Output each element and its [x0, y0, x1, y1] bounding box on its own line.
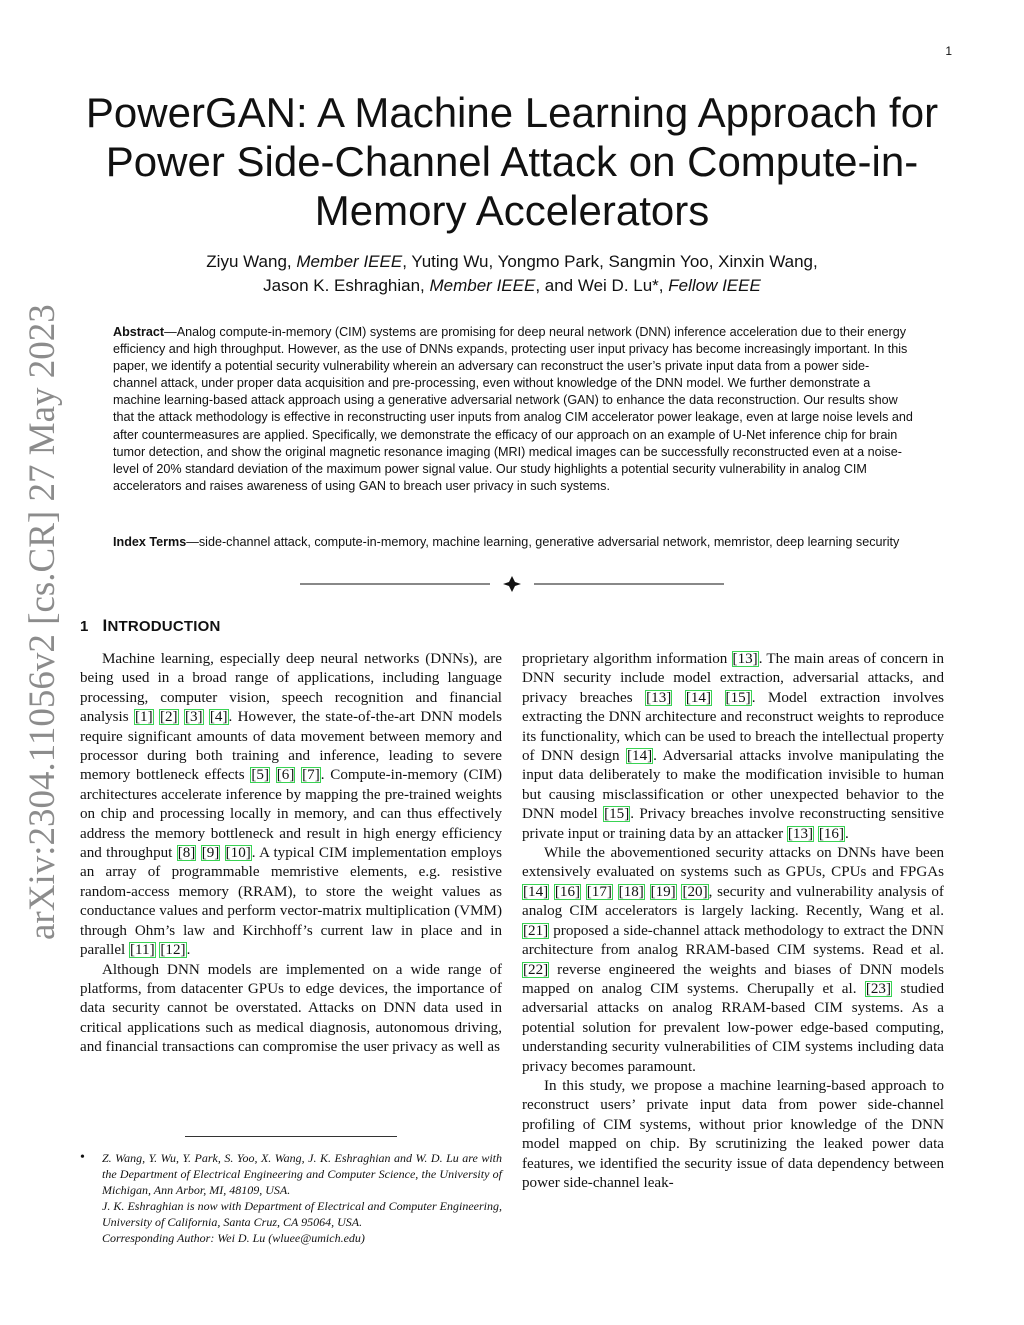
citation-link[interactable]: [14] — [685, 689, 711, 706]
citation-link[interactable]: [3] — [184, 709, 203, 726]
citation-link[interactable]: [2] — [159, 709, 178, 726]
paper-title: PowerGAN: A Machine Learning Approach for Power Side-Channel Attack on Compute-in-Memory Accelerators — [85, 89, 939, 234]
citation-link[interactable]: [15] — [604, 806, 630, 823]
citation-link[interactable]: [6] — [276, 767, 295, 784]
citation-link[interactable]: [7] — [302, 767, 320, 784]
citation-link[interactable]: [9] — [201, 845, 220, 862]
citation-link[interactable]: [13] — [732, 651, 758, 667]
paragraph: Although DNN models are implemented on a wide range of platforms, from datacenter GPUs to edge devices, the importance of data security cannot be overstated. Attacks on DNN data used in critical applications such as medical diagnosis, autonomous driving, and financial transactions can compromise the user privacy as well as — [80, 961, 502, 1056]
section-separator — [300, 572, 724, 596]
citation-link[interactable]: [11] — [130, 942, 155, 959]
citation-link[interactable]: [13] — [787, 825, 814, 842]
paragraph: Machine learning, especially deep neural networks (DNNs), are being used in a broad range of applications, including language processing, computer vision, speech recognition and financial analysis [1] [2] [3] [4]. However, the state-of-the-art DNN models require significant amounts of data movement between memory and processor during both training and inference, leading to severe memory bottleneck effects [5] [6] [7]. Compute-in-memory (CIM) architectures accelerate inference by mapping the pre-trained weights on chip and processing locally in memory, and can thus effectively address the memory bottleneck and result in high energy efficiency and throughput [8] [9] [10]. A typical CIM implementation employs an array of programmable memristive elements, e.g. resistive random-access memory (RRAM), to store the weight values as conductance values and perform vector-matrix multiplication (VMM) through Ohm’s law and Kirchhoff’s current law in place and in parallel [11] [12]. — [80, 651, 503, 959]
paragraph: In this study, we propose a machine learning-based approach to reconstruct users’ private input data from power side-channel profiling of CIM systems, without prior knowledge of the DNN model mapped on chip. By scrutinizing the leaked power data features, we identified the security issue of data dependency between power side-channel leak- — [522, 1077, 944, 1191]
diamond-star-icon — [503, 576, 521, 592]
abstract — [113, 324, 913, 495]
right-column — [522, 650, 944, 1193]
paragraph: While the abovementioned security attacks on DNNs have been extensively evaluated on systems such as GPUs, CPUs and FPGAs [14] [16] [17] [18] [19] [20], security and vulnerability analysis of analog CIM accelerators is largely lacking. Recently, Wang et al. [21] proposed a side-channel attack methodology to extract the DNN architecture from analog RRAM-based CIM systems. Read et al. [22] reverse engineered the weights and biases of DNN models mapped on analog CIM systems. Cherupally et al. [23] studied adversarial attacks on analog RRAM-based CIM systems. As a potential solution for prevalent low-power edge-based computing, understanding security vulnerabilities of CIM systems including data privacy becomes paramount. — [522, 845, 944, 1075]
index-terms-label: Index Terms — [113, 535, 187, 549]
bullet-icon: • — [80, 1150, 85, 1165]
citation-link[interactable]: [8] — [177, 845, 196, 862]
citation-link[interactable]: [21] — [523, 922, 549, 939]
arxiv-identifier: arXiv:2304.11056v2 [cs.CR] 27 May 2023 — [22, 304, 63, 940]
citation-link[interactable]: [1] — [135, 709, 153, 726]
author-line-1: Ziyu Wang, Member IEEE, Yuting Wu, Yongmo Park, Sangmin Yoo, Xinxin Wang, — [206, 252, 818, 271]
author-affiliation-footnote — [80, 1150, 502, 1246]
citation-link[interactable]: [5] — [251, 767, 269, 784]
citation-link[interactable]: [14] — [627, 748, 653, 765]
author-line-2: Jason K. Eshraghian, Member IEEE, and Wei D. Lu*, Fellow IEEE — [263, 276, 761, 295]
index-terms — [113, 534, 913, 551]
citation-link[interactable]: [13] — [646, 689, 672, 706]
footnote-line: Z. Wang, Y. Wu, Y. Park, S. Yoo, X. Wang, J. K. Eshraghian and W. D. Lu are with the Department of Electrical Engineering and Computer Science, the University of Michigan, Ann Arbor, MI, 48109, USA. — [102, 1151, 502, 1197]
left-column — [80, 650, 502, 1058]
footnote-line: Corresponding Author: Wei D. Lu (wluee@umich.edu) — [102, 1231, 365, 1245]
citation-link[interactable]: [10] — [225, 845, 251, 862]
abstract-text: —Analog compute-in-memory (CIM) systems are promising for deep neural network (DNN) inference acceleration due to their energy efficiency and high throughput. However, as the use of DNNs expands, protecting user input privacy has become increasingly important. In this paper, we identify a potential security vulnerability wherein an adversary can reconstruct the user’s private input data from a power side-channel attack, under proper data acquisition and pre-processing, even without knowledge of the DNN model. We further demonstrate a machine learning-based attack approach using a generative adversarial network (GAN) to enhance the data reconstruction. Our results show that the attack methodology is effective in reconstructing user inputs from analog CIM accelerator power leakage, even at large noise levels and after countermeasures are applied. Specifically, we demonstrate the efficacy of our approach on an example of U-Net inference chip for brain tumor detection, and show the original magnetic resonance imaging (MRI) medical images can be successfully reconstructed even at a noise-level of 20% standard deviation of the maximum power signal value. Our study highlights a potential security vulnerability in analog CIM accelerators and raises awareness of using GAN to breach user privacy in such systems. — [113, 325, 913, 493]
page-number: 1 — [945, 44, 952, 58]
citation-link[interactable]: [20] — [682, 883, 708, 900]
citation-link[interactable]: [14] — [523, 883, 549, 900]
paragraph: proprietary algorithm information [13]. The main areas of concern in DNN security include model extraction, adversarial attacks, and privacy breaches [13] [14] [15]. Model extraction involves extracting the DNN architecture and reconstruct weights to reproduce its functionality, which can be used to breach the intellectual property of DNN design [14]. Adversarial attacks involve manipulating the input data deliberately to make the modification invisible to human but causing misclassification or other unexpected behavior to the DNN model [15]. Privacy breaches involve reconstructing sensitive private input or training data by an attacker [13] [16]. — [522, 651, 944, 842]
abstract-label: Abstract — [113, 325, 165, 339]
citation-link[interactable]: [23] — [865, 980, 892, 997]
citation-link[interactable]: [22] — [523, 961, 549, 978]
section-number: 1 — [80, 618, 89, 635]
citation-link[interactable]: [16] — [818, 825, 844, 842]
citation-link[interactable]: [15] — [725, 689, 751, 706]
section-heading: 1 INTRODUCTION — [80, 616, 221, 635]
footnote-line: J. K. Eshraghian is now with Department of Electrical and Computer Engineering, University of California, Santa Cruz, CA 95064, USA. — [102, 1199, 502, 1229]
author-list — [110, 250, 914, 298]
citation-link[interactable]: [19] — [650, 883, 676, 900]
citation-link[interactable]: [18] — [618, 883, 644, 900]
footnote-divider — [185, 1136, 397, 1137]
citation-link[interactable]: [16] — [554, 883, 581, 900]
index-terms-text: —side-channel attack, compute-in-memory, machine learning, generative adversarial network, memristor, deep learning security — [186, 535, 900, 549]
citation-link[interactable]: [4] — [209, 709, 228, 726]
citation-link[interactable]: [17] — [586, 883, 612, 900]
citation-link[interactable]: [12] — [160, 942, 186, 959]
